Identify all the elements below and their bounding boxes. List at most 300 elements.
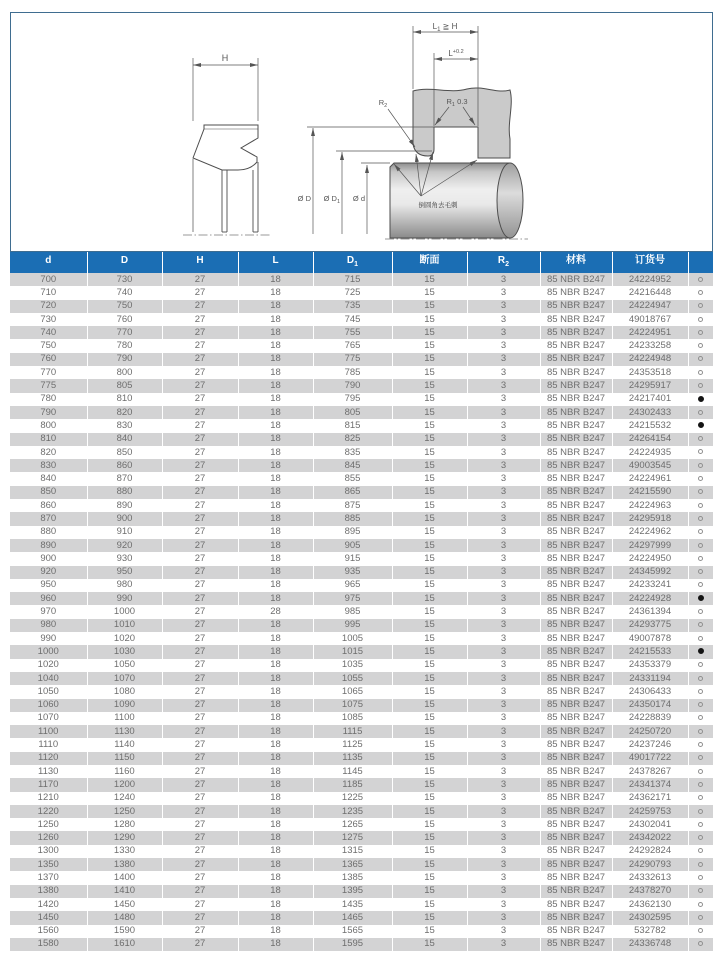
table-row xyxy=(10,685,713,698)
cell-section: 15 xyxy=(392,406,467,419)
cell-D: 990 xyxy=(87,592,162,605)
cell-availability xyxy=(688,672,713,685)
cell-L: 18 xyxy=(238,911,313,924)
cell-d: 700 xyxy=(10,273,87,286)
cell-order-no: 24336748 xyxy=(612,938,688,951)
col-header-material: 材料 xyxy=(540,252,612,273)
cell-order-no: 24331194 xyxy=(612,672,688,685)
cell-D: 840 xyxy=(87,433,162,446)
cell-order-no: 24250720 xyxy=(612,725,688,738)
cell-R2: 3 xyxy=(467,313,540,326)
filled-circle-icon xyxy=(698,422,704,428)
cell-L: 18 xyxy=(238,326,313,339)
open-circle-icon xyxy=(698,875,703,880)
cell-H: 27 xyxy=(162,539,238,552)
cell-D1: 735 xyxy=(313,300,392,313)
cell-D: 920 xyxy=(87,539,162,552)
cell-order-no: 24345992 xyxy=(612,566,688,579)
cell-R2: 3 xyxy=(467,326,540,339)
cell-L: 18 xyxy=(238,472,313,485)
cell-D1: 1365 xyxy=(313,858,392,871)
cell-R2: 3 xyxy=(467,938,540,951)
cell-section: 15 xyxy=(392,419,467,432)
cell-material: 85 NBR B247 xyxy=(540,659,612,672)
col-header-D: D xyxy=(87,252,162,273)
open-circle-icon xyxy=(698,449,703,454)
cell-d: 870 xyxy=(10,512,87,525)
cell-availability xyxy=(688,645,713,658)
cell-L: 18 xyxy=(238,273,313,286)
cell-R2: 3 xyxy=(467,911,540,924)
cell-R2: 3 xyxy=(467,645,540,658)
cell-D1: 1125 xyxy=(313,738,392,751)
cell-H: 27 xyxy=(162,632,238,645)
cell-availability xyxy=(688,818,713,831)
cell-section: 15 xyxy=(392,552,467,565)
cell-availability xyxy=(688,685,713,698)
open-circle-icon xyxy=(698,410,703,415)
cell-H: 27 xyxy=(162,300,238,313)
cell-L: 18 xyxy=(238,353,313,366)
technical-drawing-panel xyxy=(10,12,713,252)
cell-section: 15 xyxy=(392,659,467,672)
table-header-row xyxy=(10,252,713,273)
cell-order-no: 24378270 xyxy=(612,885,688,898)
cell-section: 15 xyxy=(392,725,467,738)
cell-material: 85 NBR B247 xyxy=(540,685,612,698)
cell-availability xyxy=(688,499,713,512)
cell-material: 85 NBR B247 xyxy=(540,672,612,685)
cell-order-no: 24215533 xyxy=(612,645,688,658)
cell-R2: 3 xyxy=(467,472,540,485)
cell-D: 1000 xyxy=(87,605,162,618)
open-circle-icon xyxy=(698,569,703,574)
cell-availability xyxy=(688,446,713,459)
cell-H: 27 xyxy=(162,379,238,392)
open-circle-icon xyxy=(698,941,703,946)
cell-L: 18 xyxy=(238,672,313,685)
cell-availability xyxy=(688,831,713,844)
cell-D1: 1275 xyxy=(313,831,392,844)
cell-availability xyxy=(688,659,713,672)
cell-H: 27 xyxy=(162,672,238,685)
cell-H: 27 xyxy=(162,845,238,858)
cell-H: 27 xyxy=(162,712,238,725)
open-circle-icon xyxy=(698,928,703,933)
cell-H: 27 xyxy=(162,699,238,712)
cell-R2: 3 xyxy=(467,353,540,366)
open-circle-icon xyxy=(698,848,703,853)
cell-material: 85 NBR B247 xyxy=(540,286,612,299)
cell-d: 960 xyxy=(10,592,87,605)
cell-D: 750 xyxy=(87,300,162,313)
open-circle-icon xyxy=(698,277,703,282)
cell-material: 85 NBR B247 xyxy=(540,752,612,765)
cell-D1: 905 xyxy=(313,539,392,552)
cell-L: 18 xyxy=(238,858,313,871)
cell-section: 15 xyxy=(392,313,467,326)
cell-D: 980 xyxy=(87,579,162,592)
cell-D1: 935 xyxy=(313,566,392,579)
cell-material: 85 NBR B247 xyxy=(540,765,612,778)
cell-section: 15 xyxy=(392,752,467,765)
cell-R2: 3 xyxy=(467,526,540,539)
cell-availability xyxy=(688,712,713,725)
cell-section: 15 xyxy=(392,792,467,805)
cell-D1: 845 xyxy=(313,459,392,472)
table-row xyxy=(10,366,713,379)
cell-D1: 885 xyxy=(313,512,392,525)
cell-availability xyxy=(688,406,713,419)
cell-availability xyxy=(688,433,713,446)
cell-availability xyxy=(688,339,713,352)
cell-section: 15 xyxy=(392,885,467,898)
cell-H: 27 xyxy=(162,938,238,951)
cell-D: 1280 xyxy=(87,818,162,831)
cell-D1: 915 xyxy=(313,552,392,565)
table-row xyxy=(10,433,713,446)
cell-availability xyxy=(688,898,713,911)
cell-H: 27 xyxy=(162,326,238,339)
cell-D1: 790 xyxy=(313,379,392,392)
table-row xyxy=(10,898,713,911)
table-row xyxy=(10,885,713,898)
cell-L: 18 xyxy=(238,566,313,579)
cell-L: 18 xyxy=(238,699,313,712)
cell-order-no: 24224950 xyxy=(612,552,688,565)
cell-L: 18 xyxy=(238,446,313,459)
table-row xyxy=(10,659,713,672)
cell-d: 1560 xyxy=(10,925,87,938)
col-header-order-no: 订货号 xyxy=(612,252,688,273)
filled-circle-icon xyxy=(698,396,704,402)
cell-section: 15 xyxy=(392,579,467,592)
cell-d: 1580 xyxy=(10,938,87,951)
cell-availability xyxy=(688,738,713,751)
cell-H: 27 xyxy=(162,805,238,818)
cell-H: 27 xyxy=(162,885,238,898)
cell-L: 18 xyxy=(238,738,313,751)
cell-R2: 3 xyxy=(467,712,540,725)
cell-order-no: 24302595 xyxy=(612,911,688,924)
cell-H: 27 xyxy=(162,286,238,299)
cell-R2: 3 xyxy=(467,818,540,831)
cell-L: 18 xyxy=(238,818,313,831)
cell-D: 730 xyxy=(87,273,162,286)
cell-order-no: 49018767 xyxy=(612,313,688,326)
cell-section: 15 xyxy=(392,300,467,313)
cell-order-no: 24224962 xyxy=(612,526,688,539)
cell-availability xyxy=(688,911,713,924)
table-row xyxy=(10,619,713,632)
cell-material: 85 NBR B247 xyxy=(540,446,612,459)
cell-d: 775 xyxy=(10,379,87,392)
cell-section: 15 xyxy=(392,326,467,339)
cell-L: 18 xyxy=(238,725,313,738)
cell-d: 1170 xyxy=(10,778,87,791)
cell-material: 85 NBR B247 xyxy=(540,433,612,446)
cell-material: 85 NBR B247 xyxy=(540,632,612,645)
cell-R2: 3 xyxy=(467,366,540,379)
cell-d: 1070 xyxy=(10,712,87,725)
cell-D1: 1565 xyxy=(313,925,392,938)
cell-availability xyxy=(688,366,713,379)
cell-d: 890 xyxy=(10,539,87,552)
cell-availability xyxy=(688,459,713,472)
cell-section: 15 xyxy=(392,273,467,286)
cell-material: 85 NBR B247 xyxy=(540,871,612,884)
cell-R2: 3 xyxy=(467,685,540,698)
cell-D1: 785 xyxy=(313,366,392,379)
cell-D: 1090 xyxy=(87,699,162,712)
cell-R2: 3 xyxy=(467,898,540,911)
table-row xyxy=(10,925,713,938)
table-row xyxy=(10,446,713,459)
table-row xyxy=(10,326,713,339)
cell-D: 1590 xyxy=(87,925,162,938)
cell-d: 820 xyxy=(10,446,87,459)
cell-D1: 1595 xyxy=(313,938,392,951)
table-row xyxy=(10,805,713,818)
table-row xyxy=(10,459,713,472)
cell-H: 27 xyxy=(162,579,238,592)
cell-D1: 1085 xyxy=(313,712,392,725)
cell-material: 85 NBR B247 xyxy=(540,552,612,565)
cell-material: 85 NBR B247 xyxy=(540,885,612,898)
cell-L: 18 xyxy=(238,685,313,698)
cell-D1: 975 xyxy=(313,592,392,605)
open-circle-icon xyxy=(698,290,703,295)
cell-R2: 3 xyxy=(467,339,540,352)
cell-D1: 715 xyxy=(313,273,392,286)
cell-section: 15 xyxy=(392,353,467,366)
filled-circle-icon xyxy=(698,648,704,654)
table-row xyxy=(10,579,713,592)
cell-order-no: 24302433 xyxy=(612,406,688,419)
cell-section: 15 xyxy=(392,831,467,844)
cell-section: 15 xyxy=(392,845,467,858)
cell-material: 85 NBR B247 xyxy=(540,273,612,286)
cell-L: 18 xyxy=(238,752,313,765)
cell-order-no: 49003545 xyxy=(612,459,688,472)
cell-H: 27 xyxy=(162,499,238,512)
cell-D1: 1385 xyxy=(313,871,392,884)
cell-D: 870 xyxy=(87,472,162,485)
cell-availability xyxy=(688,871,713,884)
cell-D: 1450 xyxy=(87,898,162,911)
cell-section: 15 xyxy=(392,379,467,392)
cell-R2: 3 xyxy=(467,273,540,286)
table-row xyxy=(10,725,713,738)
col-header-d: d xyxy=(10,252,87,273)
cell-order-no: 24228839 xyxy=(612,712,688,725)
cell-L: 18 xyxy=(238,339,313,352)
cell-order-no: 49007878 xyxy=(612,632,688,645)
cell-H: 27 xyxy=(162,526,238,539)
cell-H: 27 xyxy=(162,752,238,765)
cell-L: 18 xyxy=(238,792,313,805)
open-circle-icon xyxy=(698,436,703,441)
cell-H: 27 xyxy=(162,738,238,751)
l1-dim-label: $L_1$ ≧ H xyxy=(432,22,458,33)
cell-material: 85 NBR B247 xyxy=(540,645,612,658)
cell-D: 1290 xyxy=(87,831,162,844)
cell-H: 27 xyxy=(162,659,238,672)
cell-order-no: 24362130 xyxy=(612,898,688,911)
cell-L: 18 xyxy=(238,885,313,898)
cell-D1: 805 xyxy=(313,406,392,419)
table-row xyxy=(10,379,713,392)
cell-section: 15 xyxy=(392,738,467,751)
open-circle-icon xyxy=(698,835,703,840)
cell-D: 1380 xyxy=(87,858,162,871)
cell-D: 1610 xyxy=(87,938,162,951)
col-header-D1: $D_1$ xyxy=(313,252,392,273)
cell-d: 1060 xyxy=(10,699,87,712)
cell-L: 18 xyxy=(238,406,313,419)
cell-order-no: 49017722 xyxy=(612,752,688,765)
cell-D: 1480 xyxy=(87,911,162,924)
cell-D1: 865 xyxy=(313,486,392,499)
cell-H: 27 xyxy=(162,765,238,778)
cell-material: 85 NBR B247 xyxy=(540,406,612,419)
cell-D1: 745 xyxy=(313,313,392,326)
cell-D1: 1465 xyxy=(313,911,392,924)
cell-section: 15 xyxy=(392,645,467,658)
cell-section: 15 xyxy=(392,672,467,685)
cell-availability xyxy=(688,792,713,805)
cell-R2: 3 xyxy=(467,512,540,525)
cell-material: 85 NBR B247 xyxy=(540,526,612,539)
cell-D1: 835 xyxy=(313,446,392,459)
cell-order-no: 24361394 xyxy=(612,605,688,618)
table-row xyxy=(10,712,713,725)
cell-L: 18 xyxy=(238,619,313,632)
cell-order-no: 24295917 xyxy=(612,379,688,392)
cell-D1: 815 xyxy=(313,419,392,432)
table-row xyxy=(10,699,713,712)
table-row xyxy=(10,765,713,778)
cell-order-no: 24259753 xyxy=(612,805,688,818)
cell-R2: 3 xyxy=(467,831,540,844)
cell-d: 920 xyxy=(10,566,87,579)
cell-material: 85 NBR B247 xyxy=(540,366,612,379)
cell-d: 1120 xyxy=(10,752,87,765)
cell-R2: 3 xyxy=(467,699,540,712)
table-row xyxy=(10,818,713,831)
open-circle-icon xyxy=(698,676,703,681)
cell-D1: 875 xyxy=(313,499,392,512)
cell-R2: 3 xyxy=(467,805,540,818)
cell-R2: 3 xyxy=(467,632,540,645)
cell-d: 1110 xyxy=(10,738,87,751)
cell-D1: 1065 xyxy=(313,685,392,698)
cell-order-no: 24224928 xyxy=(612,592,688,605)
open-circle-icon xyxy=(698,809,703,814)
cell-R2: 3 xyxy=(467,406,540,419)
cell-order-no: 24295918 xyxy=(612,512,688,525)
cell-L: 18 xyxy=(238,300,313,313)
cell-D: 1200 xyxy=(87,778,162,791)
cell-D1: 765 xyxy=(313,339,392,352)
r2-note-label: $R_2$ xyxy=(378,98,388,109)
cell-order-no: 24224951 xyxy=(612,326,688,339)
cell-material: 85 NBR B247 xyxy=(540,326,612,339)
cell-section: 15 xyxy=(392,286,467,299)
cell-L: 18 xyxy=(238,592,313,605)
cell-section: 15 xyxy=(392,632,467,645)
cell-material: 85 NBR B247 xyxy=(540,353,612,366)
cell-material: 85 NBR B247 xyxy=(540,419,612,432)
cell-R2: 3 xyxy=(467,539,540,552)
cell-D: 770 xyxy=(87,326,162,339)
cell-availability xyxy=(688,885,713,898)
open-circle-icon xyxy=(698,330,703,335)
table-row xyxy=(10,273,713,286)
cell-order-no: 24224963 xyxy=(612,499,688,512)
cell-material: 85 NBR B247 xyxy=(540,486,612,499)
cell-D: 1030 xyxy=(87,645,162,658)
cell-section: 15 xyxy=(392,605,467,618)
cell-D: 780 xyxy=(87,339,162,352)
col-header-section: 断面 xyxy=(392,252,467,273)
cell-D1: 775 xyxy=(313,353,392,366)
col-header-L: L xyxy=(238,252,313,273)
cell-R2: 3 xyxy=(467,419,540,432)
cell-material: 85 NBR B247 xyxy=(540,566,612,579)
cell-D: 740 xyxy=(87,286,162,299)
cell-section: 15 xyxy=(392,685,467,698)
cell-L: 18 xyxy=(238,393,313,406)
cell-section: 15 xyxy=(392,778,467,791)
cell-H: 27 xyxy=(162,911,238,924)
cell-D1: 1075 xyxy=(313,699,392,712)
cell-d: 1300 xyxy=(10,845,87,858)
cell-d: 1100 xyxy=(10,725,87,738)
open-circle-icon xyxy=(698,862,703,867)
cell-L: 18 xyxy=(238,898,313,911)
open-circle-icon xyxy=(698,582,703,587)
cell-R2: 3 xyxy=(467,300,540,313)
open-circle-icon xyxy=(698,370,703,375)
cell-d: 1130 xyxy=(10,765,87,778)
cell-material: 85 NBR B247 xyxy=(540,738,612,751)
cell-availability xyxy=(688,699,713,712)
open-circle-icon xyxy=(698,636,703,641)
cell-L: 18 xyxy=(238,871,313,884)
cell-D1: 725 xyxy=(313,286,392,299)
cell-availability xyxy=(688,725,713,738)
open-circle-icon xyxy=(698,622,703,627)
cell-D1: 1135 xyxy=(313,752,392,765)
dia-d-small-label: Ø d xyxy=(352,194,365,203)
cell-H: 27 xyxy=(162,313,238,326)
cell-d: 1220 xyxy=(10,805,87,818)
cell-D: 1100 xyxy=(87,712,162,725)
cell-section: 15 xyxy=(392,499,467,512)
cell-material: 85 NBR B247 xyxy=(540,925,612,938)
h-dim-label: H xyxy=(221,53,229,63)
cell-D: 810 xyxy=(87,393,162,406)
cell-availability xyxy=(688,539,713,552)
cell-order-no: 24332613 xyxy=(612,871,688,884)
cell-R2: 3 xyxy=(467,845,540,858)
cell-D: 860 xyxy=(87,459,162,472)
cell-H: 27 xyxy=(162,339,238,352)
cell-order-no: 24378267 xyxy=(612,765,688,778)
table-row xyxy=(10,672,713,685)
cell-L: 18 xyxy=(238,459,313,472)
